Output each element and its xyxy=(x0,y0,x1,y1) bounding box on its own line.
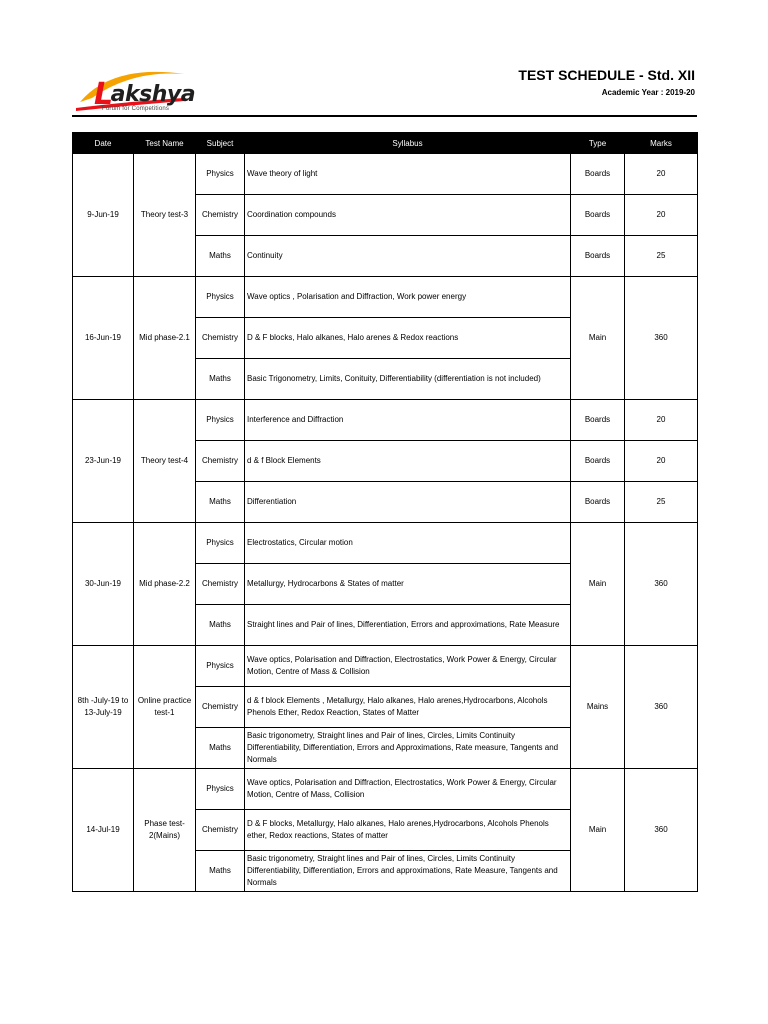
syllabus-cell: Basic trigonometry, Straight lines and Pair of lines, Circles, Limits Continuity Differentiability, Differentiation, Errors and approximations, Rate Measure, Tangents and Normals xyxy=(245,851,571,892)
marks-cell: 360 xyxy=(625,277,698,400)
type-cell: Mains xyxy=(571,646,625,769)
date-cell: 9-Jun-19 xyxy=(73,154,134,277)
header-syllabus: Syllabus xyxy=(245,133,571,154)
header-test-name: Test Name xyxy=(134,133,196,154)
lakshya-logo xyxy=(72,68,196,120)
syllabus-cell: Interference and Diffraction xyxy=(245,400,571,441)
schedule-table xyxy=(72,132,698,892)
subject-cell: Maths xyxy=(196,236,245,277)
header-subject: Subject xyxy=(196,133,245,154)
syllabus-cell: d & f block Elements , Metallurgy, Halo alkanes, Halo arenes,Hydrocarbons, Alcohols Phenols Ether, Redox Reaction, States of Matter xyxy=(245,687,571,728)
syllabus-cell: Wave optics , Polarisation and Diffraction, Work power energy xyxy=(245,277,571,318)
syllabus-cell: Wave theory of light xyxy=(245,154,571,195)
syllabus-cell: Metallurgy, Hydrocarbons & States of matter xyxy=(245,564,571,605)
subject-cell: Chemistry xyxy=(196,195,245,236)
marks-cell: 25 xyxy=(625,236,698,277)
marks-cell: 20 xyxy=(625,400,698,441)
syllabus-cell: D & F blocks, Metallurgy, Halo alkanes, Halo arenes,Hydrocarbons, Alcohols Phenols ether, Redox reactions, States of matter xyxy=(245,810,571,851)
date-cell: 14-Jul-19 xyxy=(73,769,134,892)
syllabus-cell: Wave optics, Polarisation and Diffraction, Electrostatics, Work Power & Energy, Circular Motion, Centre of Mass & Collision xyxy=(245,646,571,687)
syllabus-cell: d & f Block Elements xyxy=(245,441,571,482)
syllabus-cell: Basic trigonometry, Straight lines and Pair of lines, Circles, Limits Continuity Differentiability, Differentiation, Errors and Approximations, Rate measure, Tangents and Normals xyxy=(245,728,571,769)
type-cell: Boards xyxy=(571,195,625,236)
syllabus-cell: Differentiation xyxy=(245,482,571,523)
syllabus-cell: Coordination compounds xyxy=(245,195,571,236)
subject-cell: Physics xyxy=(196,646,245,687)
syllabus-cell: Continuity xyxy=(245,236,571,277)
subject-cell: Physics xyxy=(196,769,245,810)
type-cell: Main xyxy=(571,523,625,646)
header-marks: Marks xyxy=(625,133,698,154)
academic-year: Academic Year : 2019-20 xyxy=(601,88,695,97)
test-name-cell: Theory test-4 xyxy=(134,400,196,523)
marks-cell: 20 xyxy=(625,154,698,195)
header-divider xyxy=(72,115,697,117)
date-cell: 16-Jun-19 xyxy=(73,277,134,400)
marks-cell: 360 xyxy=(625,646,698,769)
type-cell: Boards xyxy=(571,482,625,523)
table-row xyxy=(73,646,698,687)
subject-cell: Chemistry xyxy=(196,810,245,851)
date-cell: 23-Jun-19 xyxy=(73,400,134,523)
table-row xyxy=(73,769,698,810)
subject-cell: Maths xyxy=(196,605,245,646)
syllabus-cell: D & F blocks, Halo alkanes, Halo arenes & Redox reactions xyxy=(245,318,571,359)
subject-cell: Maths xyxy=(196,359,245,400)
subject-cell: Chemistry xyxy=(196,318,245,359)
type-cell: Main xyxy=(571,769,625,892)
type-cell: Boards xyxy=(571,236,625,277)
test-name-cell: Theory test-3 xyxy=(134,154,196,277)
syllabus-cell: Wave optics, Polarisation and Diffraction, Electrostatics, Work Power & Energy, Circular Motion, Centre of Mass, Collision xyxy=(245,769,571,810)
subject-cell: Physics xyxy=(196,523,245,564)
subject-cell: Physics xyxy=(196,400,245,441)
marks-cell: 360 xyxy=(625,523,698,646)
table-row xyxy=(73,523,698,564)
date-cell: 8th -July-19 to 13-July-19 xyxy=(73,646,134,769)
logo-wordmark: Lakshya xyxy=(94,77,196,112)
type-cell: Boards xyxy=(571,400,625,441)
type-cell: Main xyxy=(571,277,625,400)
syllabus-cell: Basic Trigonometry, Limits, Conituity, Differentiability (differentiation is not included) xyxy=(245,359,571,400)
header-type: Type xyxy=(571,133,625,154)
test-name-cell: Mid phase-2.1 xyxy=(134,277,196,400)
subject-cell: Physics xyxy=(196,154,245,195)
table-row xyxy=(73,277,698,318)
page-title: TEST SCHEDULE - Std. XII xyxy=(518,67,695,83)
test-name-cell: Mid phase-2.2 xyxy=(134,523,196,646)
table-row xyxy=(73,154,698,195)
date-cell: 30-Jun-19 xyxy=(73,523,134,646)
marks-cell: 360 xyxy=(625,769,698,892)
table-header-row xyxy=(73,133,698,154)
syllabus-cell: Straight lines and Pair of lines, Differentiation, Errors and approximations, Rate Measure xyxy=(245,605,571,646)
header-date: Date xyxy=(73,133,134,154)
syllabus-cell: Electrostatics, Circular motion xyxy=(245,523,571,564)
subject-cell: Chemistry xyxy=(196,441,245,482)
marks-cell: 20 xyxy=(625,441,698,482)
marks-cell: 25 xyxy=(625,482,698,523)
test-name-cell: Online practice test-1 xyxy=(134,646,196,769)
logo-tagline: Forum for Competitions xyxy=(102,106,170,112)
subject-cell: Maths xyxy=(196,851,245,892)
subject-cell: Chemistry xyxy=(196,564,245,605)
type-cell: Boards xyxy=(571,154,625,195)
test-name-cell: Phase test-2(Mains) xyxy=(134,769,196,892)
subject-cell: Maths xyxy=(196,482,245,523)
marks-cell: 20 xyxy=(625,195,698,236)
table-row xyxy=(73,400,698,441)
subject-cell: Chemistry xyxy=(196,687,245,728)
subject-cell: Maths xyxy=(196,728,245,769)
type-cell: Boards xyxy=(571,441,625,482)
subject-cell: Physics xyxy=(196,277,245,318)
